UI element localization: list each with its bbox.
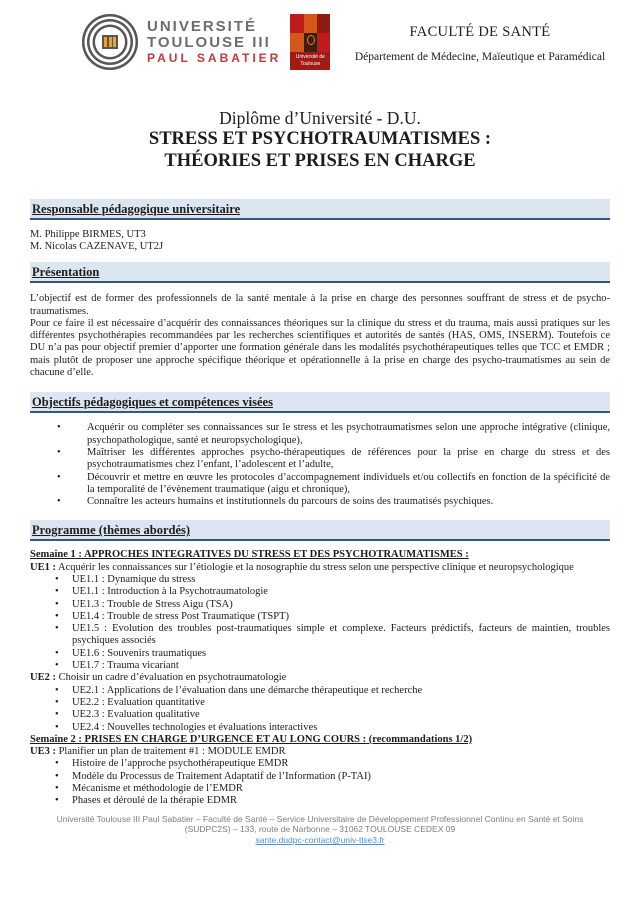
ut3-emblem-icon: [82, 14, 138, 70]
list-item: • UE1.1 : Dynamique du stress: [30, 574, 610, 586]
title-theories: THÉORIES ET PRISES EN CHARGE: [164, 150, 476, 171]
presentation-text-2: Pour ce faire il est nécessaire d’acquérir des connaissances théoriques sur la clinique du stress et du trauma, mais aussi pratiques sur les différentes psychothérapies recommandées par les recherches scientifiques et autorités de santés (HAS, OMS, INSERM). Toutefois ce DU n’a pas pour objectif premier d’apporter une formation générale dans les modalités psychothérapeutiques telles que TCC et EMDR ; mais plutôt de proposer une approche spécifique théorique et opérationnelle à la prise en charge des psycho-traumatismes au sein de chacune d’elle.: [30, 317, 610, 379]
list-item: • UE1.5 : Evolution des troubles post-traumatiques simple et complexe. Facteurs prédictifs, facteurs de maintien, troubles psychiques associés: [30, 623, 610, 648]
list-item: • Modèle du Processus de Traitement Adaptatif de l’Information (P-TAI): [30, 771, 610, 783]
list-item: • UE1.3 : Trouble de Stress Aigu (TSA): [30, 599, 610, 611]
list-item: • Maîtriser les différentes approches psycho-thérapeutiques de références pour la prise en charge du stress et des psychotraumatismes chez l’enfant, l’adolescent et l’adulte,: [30, 447, 610, 472]
presentation-body: [30, 293, 610, 379]
list-item: • UE1.6 : Souvenirs traumatiques: [30, 648, 610, 660]
semaine1-title: Semaine 1 : APPROCHES INTEGRATIVES DU STRESS ET DES PSYCHOTRAUMATISMES :: [30, 549, 469, 561]
logo-line-toulouse: TOULOUSE III: [147, 33, 271, 51]
ue1-text: Acquérir les connaissances sur l’étiologie et la nosographie du stress selon une perspective clinique et neuropsychologique: [58, 561, 574, 573]
presentation-paragraph: [30, 293, 610, 379]
list-item: • UE1.1 : Introduction à la Psychotraumatologie: [30, 586, 610, 598]
responsable-name: M. Nicolas CAZENAVE, UT2J: [30, 240, 164, 252]
universite-de-toulouse-badge-icon: [290, 14, 330, 70]
section-heading-objectifs: Objectifs pédagogiques et compétences visées: [30, 392, 610, 413]
ue1-line: [30, 562, 610, 574]
ue2-label: UE2 :: [30, 672, 56, 684]
responsable-name: M. Philippe BIRMES, UT3: [30, 228, 146, 240]
logo-line-universite: UNIVERSITÉ: [147, 18, 258, 36]
title-stress: STRESS ET PSYCHOTRAUMATISMES :: [148, 129, 492, 149]
list-item: • Phases et déroulé de la thérapie EDMR: [30, 795, 610, 807]
document-header: [30, 14, 610, 70]
ue1-label: UE1 :: [30, 561, 56, 573]
ut3-logo-text: [147, 19, 281, 65]
list-item: • Acquérir ou compléter ses connaissances sur le stress et les psychotraumatismes selon une approche intégrative (clinique, psychopathologique, santé et neuropsychologique),: [30, 422, 610, 447]
footer-line-1: Université Toulouse III Paul Sabatier – Faculté de Santé – Service Universitaire de Développement Professionnel Continu en Santé et Soins: [56, 813, 584, 824]
ut3-emblem-core-icon: [102, 35, 118, 49]
logo-line-paul-sabatier: PAUL SABATIER: [147, 51, 282, 66]
badge-label: Université de Toulouse: [290, 52, 330, 70]
department-subtitle: Département de Médecine, Maïeutique et Paramédical: [354, 51, 606, 63]
title-diplome: Diplôme d’Université - D.U.: [219, 108, 421, 128]
footer-line-3: [30, 835, 610, 846]
faculty-title: FACULTÉ DE SANTÉ: [409, 24, 551, 40]
programme-body: [30, 549, 610, 807]
ue2-list: [30, 685, 610, 734]
ue3-list: [30, 758, 610, 807]
objectifs-list: [30, 422, 610, 508]
footer-line-2: (SUDPC2S) – 133, route de Narbonne – 31062 TOULOUSE CEDEX 09: [184, 824, 456, 835]
semaine2-title: Semaine 2 : PRISES EN CHARGE D’URGENCE ET AU LONG COURS : (recommandations 1/2): [30, 733, 473, 745]
faculty-block: [350, 24, 610, 65]
document-title: [30, 108, 610, 173]
list-item: • UE2.2 : Evaluation quantitative: [30, 697, 610, 709]
responsables-names: [30, 229, 610, 254]
contact-email-link[interactable]: sante.dudpc-contact@univ-tlse3.fr: [255, 834, 385, 845]
list-item: • Mécanisme et méthodologie de l’EMDR: [30, 783, 610, 795]
badge-grid-icon: [290, 14, 330, 52]
ut3-logo: [82, 14, 330, 70]
section-heading-responsable: Responsable pédagogique universitaire: [30, 199, 610, 220]
section-heading-presentation: Présentation: [30, 262, 610, 283]
list-item: • UE2.3 : Evaluation qualitative: [30, 709, 610, 721]
document-footer: [30, 814, 610, 846]
ue2-text: Choisir un cadre d’évaluation en psychotraumatologie: [58, 672, 287, 684]
list-item: • UE2.1 : Applications de l’évaluation dans une démarche thérapeutique et recherche: [30, 685, 610, 697]
list-item: • Histoire de l’approche psychothérapeutique EMDR: [30, 758, 610, 770]
section-heading-programme: Programme (thèmes abordés): [30, 520, 610, 541]
list-item: • UE1.7 : Trauma vicariant: [30, 660, 610, 672]
ue1-list: [30, 574, 610, 672]
presentation-text-1: L’objectif est de former des professionnels de la santé mentale à la prise en charge des personnes souffrant de stress et de psycho-traumatismes.: [30, 293, 610, 317]
list-item: • UE2.4 : Nouvelles technologies et évaluations interactives: [30, 722, 610, 734]
ue3-label: UE3 :: [30, 746, 56, 758]
ue2-line: [30, 672, 610, 684]
list-item: • Connaître les acteurs humains et institutionnels du parcours de soins des traumatisés psychiques.: [30, 496, 610, 508]
list-item: • UE1.4 : Trouble de stress Post Traumatique (TSPT): [30, 611, 610, 623]
ue3-line: [30, 746, 610, 758]
list-item: • Découvrir et mettre en œuvre les protocoles d’accompagnement individuels et/ou collectifs en fonction de la spécificité de la temporalité de l’évènement traumatique (aigu et chronique),: [30, 472, 610, 497]
ue3-text: Planifier un plan de traitement #1 : MODULE EMDR: [58, 746, 286, 758]
